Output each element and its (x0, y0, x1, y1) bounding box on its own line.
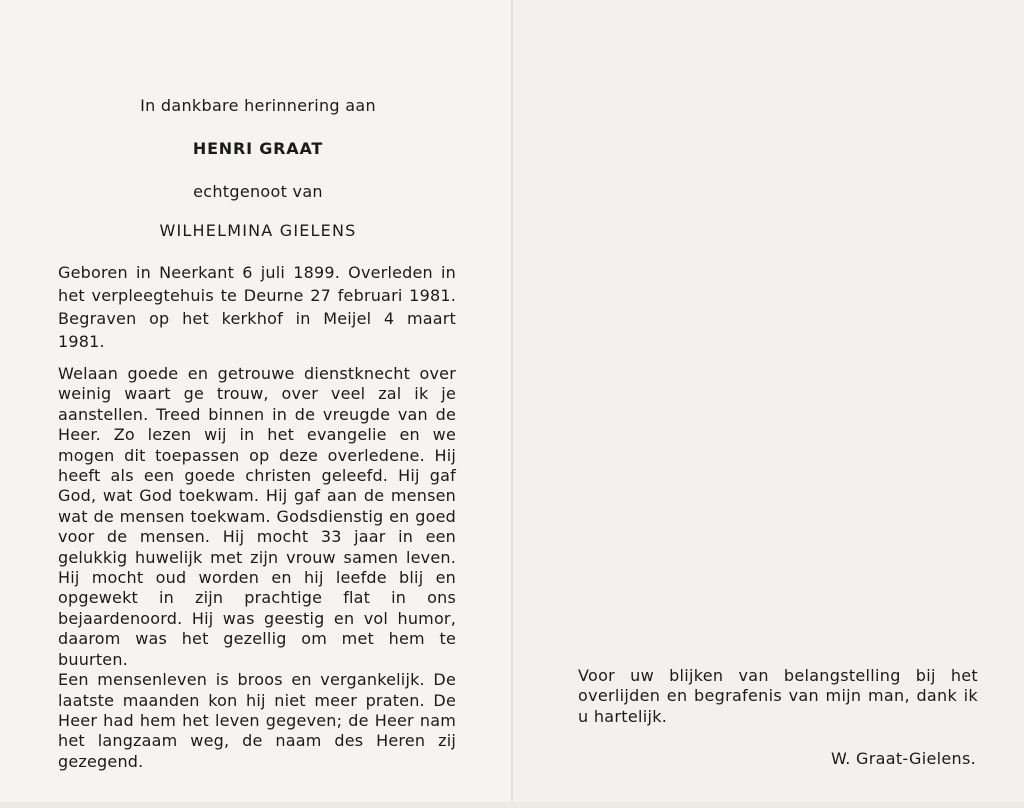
body-paragraph-2: Een mensenleven is broos en vergankelijk. De laatste maanden kon hij niet meer praten. De Heer had hem het leven gegeven; de Heer nam het langzaam weg, de naam des Heren zij gezegend. (58, 670, 456, 771)
dates-paragraph: Geboren in Neerkant 6 juli 1899. Overleden in het verpleegtehuis te Deurne 27 februari 1981. Begraven op het kerkhof in Meijel 4 maart 1981. (58, 263, 456, 351)
card-fold-line (511, 0, 513, 808)
relation-line: echtgenoot van (193, 182, 323, 201)
signature: W. Graat-Gielens. (830, 749, 976, 768)
body-text-block (58, 364, 456, 772)
dates-block (58, 261, 456, 353)
body-paragraph-1: Welaan goede en getrouwe dienstknecht over weinig waart ge trouw, over veel zal ik je aanstellen. Treed binnen in de vreugde van de Heer. Zo lezen wij in het evangelie en we mogen dit toepassen op deze overledene. Hij heeft als een goede christen geleefd. Hij gaf God, wat God toekwam. Hij gaf aan de mensen wat de mensen toekwam. Godsdienstig en goed voor de mensen. Hij mocht 33 jaar in een gelukkig huwelijk met zijn vrouw samen leven. Hij mocht oud worden en hij leefde blij en opgewekt in zijn prachtige flat in ons bejaardenoord. Hij was geestig en vol humor, daarom was het gezellig om met hem te buurten. (58, 364, 456, 669)
spouse-name: WILHELMINA GIELENS (159, 221, 357, 240)
card-bottom-edge (0, 802, 1024, 808)
thanks-paragraph: Voor uw blijken van belangstelling bij het overlijden en begrafenis van mijn man, dank ik u hartelijk. (578, 666, 978, 726)
header-line: In dankbare herinnering aan (140, 96, 376, 115)
deceased-name: HENRI GRAAT (192, 139, 324, 158)
